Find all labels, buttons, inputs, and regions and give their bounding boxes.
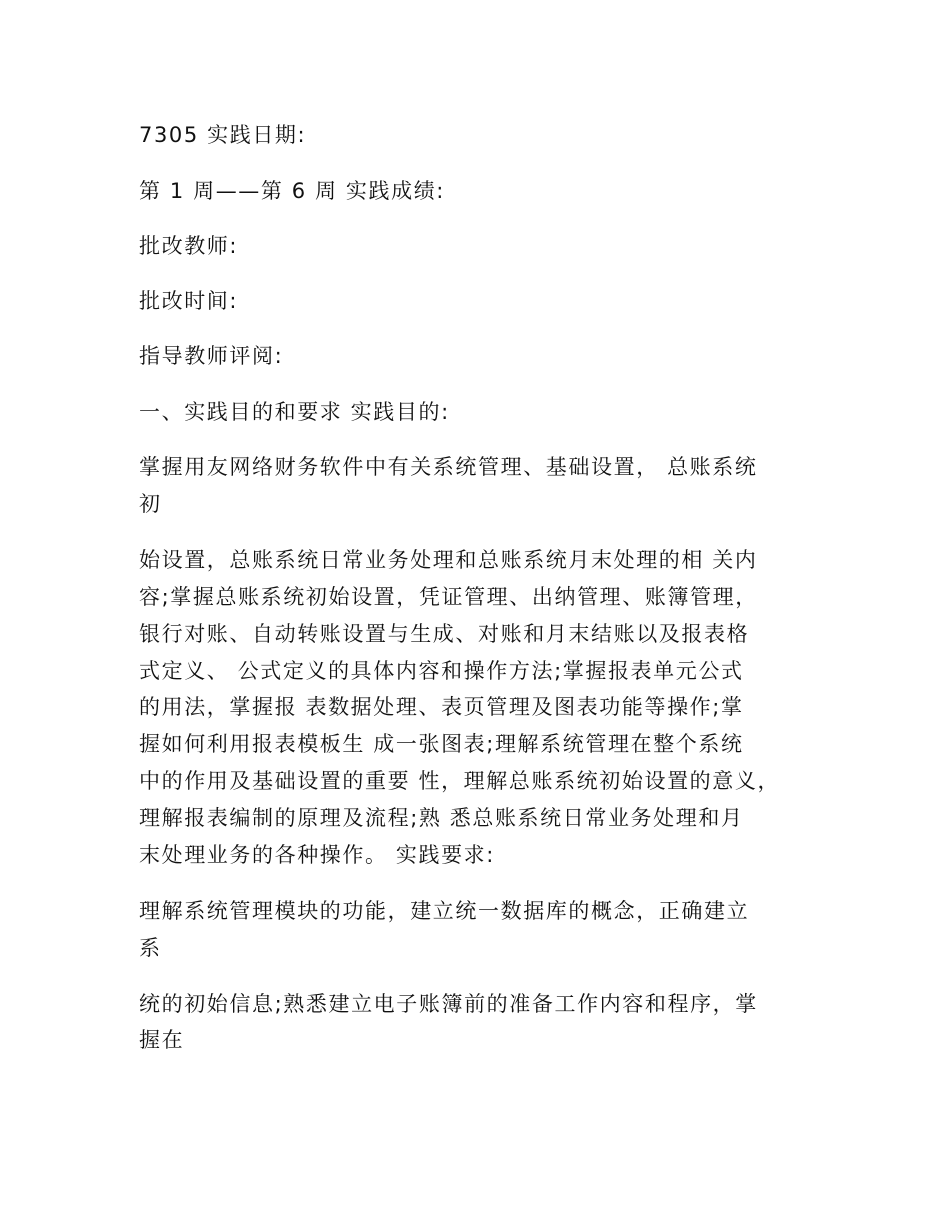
teacher-review-line: 指导教师评阅: bbox=[139, 344, 284, 368]
grading-teacher-line: 批改教师: bbox=[139, 234, 239, 258]
paragraph-line: 式定义、 公式定义的具体内容和操作方法;掌握报表单元公式 bbox=[139, 659, 744, 683]
paragraph-line: 银行对账、自动转账设置与生成、对账和月末结账以及报表格 bbox=[139, 622, 750, 646]
paragraph-line: 理解系统管理模块的功能，建立统一数据库的概念，正确建立 bbox=[139, 899, 750, 923]
paragraph-line: 统的初始信息;熟悉建立电子账簿前的准备工作内容和程序，掌 bbox=[139, 992, 758, 1016]
practice-date-line: 7305 实践日期: bbox=[139, 123, 307, 147]
paragraph-line: 容;掌握总账系统初始设置，凭证管理、出纳管理、账簿管理， bbox=[139, 585, 758, 609]
paragraph-line: 握在 bbox=[139, 1028, 185, 1052]
paragraph-line: 末处理业务的各种操作。 实践要求: bbox=[139, 843, 495, 867]
paragraph-line: 中的作用及基础设置的重要 性，理解总账系统初始设置的意义， bbox=[139, 769, 781, 793]
practice-score-line: 第 1 周——第 6 周 实践成绩: bbox=[139, 179, 445, 203]
grading-time-line: 批改时间: bbox=[139, 289, 239, 313]
paragraph-line: 理解报表编制的原理及流程;熟 悉总账系统日常业务处理和月 bbox=[139, 806, 744, 830]
paragraph-line: 系 bbox=[139, 936, 162, 960]
paragraph-line: 掌握用友网络财务软件中有关系统管理、基础设置， 总账系统 bbox=[139, 455, 758, 479]
paragraph-line: 初 bbox=[139, 492, 162, 516]
section-heading: 一、实践目的和要求 实践目的: bbox=[139, 400, 450, 424]
paragraph-line: 握如何利用报表模板生 成一张图表;理解系统管理在整个系统 bbox=[139, 732, 744, 756]
paragraph-line: 的用法，掌握报 表数据处理、表页管理及图表功能等操作;掌 bbox=[139, 695, 744, 719]
paragraph-line: 始设置，总账系统日常业务处理和总账系统月末处理的相 关内 bbox=[139, 548, 758, 572]
